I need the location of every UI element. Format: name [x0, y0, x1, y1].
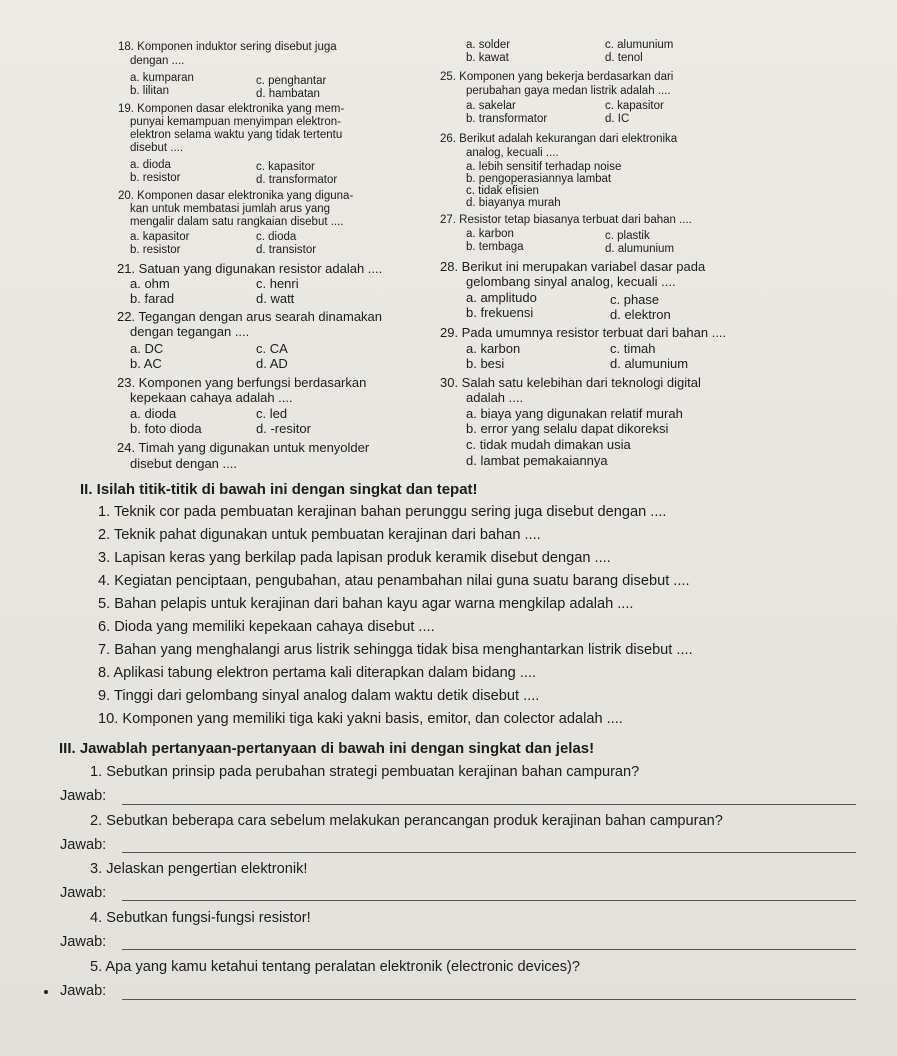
- answer-label: Jawab:: [60, 837, 107, 853]
- option-c: c. tidak efisien: [466, 185, 539, 197]
- question-text: disebut dengan ....: [130, 456, 237, 471]
- option-b: b. kawat: [466, 52, 509, 64]
- option-d: d. hambatan: [256, 88, 320, 100]
- question-text: analog, kecuali ....: [466, 147, 559, 159]
- option-b: b. lilitan: [130, 85, 169, 97]
- option-d: d. alumunium: [605, 243, 675, 255]
- essay-question: 4. Sebutkan fungsi-fungsi resistor!: [90, 910, 311, 926]
- option-b: b. AC: [130, 356, 162, 371]
- option-a: a. amplitudo: [466, 290, 537, 305]
- fill-item: 2. Teknik pahat digunakan untuk pembuatan kerajinan dari bahan ....: [98, 527, 541, 543]
- answer-line[interactable]: [122, 804, 856, 805]
- fill-item: 3. Lapisan keras yang berkilap pada lapisan produk keramik disebut dengan ....: [98, 550, 611, 566]
- option-b: b. farad: [130, 291, 175, 306]
- option-c: c. kapasitor: [256, 161, 315, 173]
- section-heading: II. Isilah titik-titik di bawah ini dengan singkat dan tepat!: [80, 481, 478, 498]
- option-d: d. transistor: [256, 244, 317, 256]
- option-b: b. foto dioda: [130, 421, 202, 436]
- option-b: b. resistor: [130, 172, 181, 184]
- option-a: a. kapasitor: [130, 231, 190, 243]
- option-d: d. transformator: [256, 174, 338, 186]
- answer-line[interactable]: [122, 949, 856, 950]
- option-c: c. phase: [610, 292, 660, 307]
- question-text: 27. Resistor tetap biasanya terbuat dari bahan ....: [440, 214, 692, 226]
- option-d: d. AD: [256, 356, 288, 371]
- option-c: c. plastik: [605, 230, 650, 242]
- essay-question: 1. Sebutkan prinsip pada perubahan strategi pembuatan kerajinan bahan campuran?: [90, 764, 640, 780]
- option-a: a. dioda: [130, 406, 177, 421]
- option-a: a. ohm: [130, 276, 170, 291]
- option-b: b. resistor: [130, 244, 181, 256]
- answer-label: Jawab:: [60, 934, 107, 950]
- option-c: c. dioda: [256, 231, 297, 243]
- option-a: a. karbon: [466, 341, 521, 356]
- question-text: 28. Berikut ini merupakan variabel dasar pada: [440, 259, 706, 274]
- answer-label: Jawab:: [60, 788, 107, 804]
- option-b: b. error yang selalu dapat dikoreksi: [466, 421, 669, 436]
- option-a: a. biaya yang digunakan relatif murah: [466, 406, 683, 421]
- fill-item: 6. Dioda yang memiliki kepekaan cahaya disebut ....: [98, 619, 435, 635]
- question-text: 26. Berikut adalah kekurangan dari elektronika: [440, 133, 678, 145]
- question-text: 22. Tegangan dengan arus searah dinamakan: [117, 309, 383, 324]
- option-b: b. besi: [466, 356, 505, 371]
- section-heading: III. Jawablah pertanyaan-pertanyaan di bawah ini dengan singkat dan jelas!: [59, 740, 595, 757]
- essay-question: 2. Sebutkan beberapa cara sebelum melakukan perancangan produk kerajinan bahan campuran?: [90, 813, 723, 829]
- question-text: mengalir dalam satu rangkaian disebut ....: [130, 216, 344, 228]
- option-d: d. lambat pemakaiannya: [466, 453, 608, 468]
- option-d: d. alumunium: [610, 356, 689, 371]
- option-b: b. frekuensi: [466, 305, 534, 320]
- answer-line[interactable]: [122, 999, 856, 1000]
- essay-question: 3. Jelaskan pengertian elektronik!: [90, 861, 308, 877]
- bullet-dot: [44, 990, 48, 994]
- question-text: 21. Satuan yang digunakan resistor adalah ....: [117, 261, 383, 276]
- option-c: c. CA: [256, 341, 288, 356]
- question-text: punyai kemampuan menyimpan elektron-: [130, 116, 341, 128]
- question-text: 18. Komponen induktor sering disebut juga: [118, 41, 337, 53]
- fill-item: 4. Kegiatan penciptaan, pengubahan, atau penambahan nilai guna suatu barang disebut ....: [98, 573, 690, 589]
- option-c: c. penghantar: [256, 75, 327, 87]
- question-text: 19. Komponen dasar elektronika yang mem-: [118, 103, 345, 115]
- fill-item: 1. Teknik cor pada pembuatan kerajinan bahan perunggu sering juga disebut dengan ....: [98, 504, 667, 520]
- question-text: 25. Komponen yang bekerja berdasarkan dari: [440, 71, 674, 83]
- option-d: d. biayanya murah: [466, 197, 561, 209]
- option-d: d. watt: [256, 291, 295, 306]
- question-text: kepekaan cahaya adalah ....: [130, 390, 293, 405]
- option-c: c. tidak mudah dimakan usia: [466, 437, 631, 452]
- option-a: a. kumparan: [130, 72, 194, 84]
- essay-question: 5. Apa yang kamu ketahui tentang peralatan elektronik (electronic devices)?: [90, 959, 580, 975]
- question-text: 24. Timah yang digunakan untuk menyolder: [117, 440, 370, 455]
- option-a: a. solder: [466, 39, 511, 51]
- question-text: perubahan gaya medan listrik adalah ....: [466, 85, 671, 97]
- option-a: a. karbon: [466, 228, 514, 240]
- question-text: 29. Pada umumnya resistor terbuat dari bahan ....: [440, 325, 727, 340]
- question-text: dengan ....: [130, 55, 185, 67]
- option-c: c. alumunium: [605, 39, 674, 51]
- option-b: b. transformator: [466, 113, 548, 125]
- question-text: elektron selama waktu yang tidak tertentu: [130, 129, 343, 141]
- option-a: a. lebih sensitif terhadap noise: [466, 161, 622, 173]
- fill-item: 10. Komponen yang memiliki tiga kaki yakni basis, emitor, dan colector adalah ....: [98, 711, 623, 727]
- answer-line[interactable]: [122, 900, 856, 901]
- option-b: b. pengoperasiannya lambat: [466, 173, 612, 185]
- answer-label: Jawab:: [60, 983, 107, 999]
- option-a: a. DC: [130, 341, 164, 356]
- option-d: d. elektron: [610, 307, 671, 322]
- question-text: disebut ....: [130, 142, 184, 154]
- option-c: c. henri: [256, 276, 299, 291]
- option-d: d. tenol: [605, 52, 643, 64]
- fill-item: 9. Tinggi dari gelombang sinyal analog dalam waktu detik disebut ....: [98, 688, 540, 704]
- fill-item: 5. Bahan pelapis untuk kerajinan dari bahan kayu agar warna mengkilap adalah ....: [98, 596, 634, 612]
- option-b: b. tembaga: [466, 241, 524, 253]
- option-a: a. dioda: [130, 159, 171, 171]
- question-text: gelombang sinyal analog, kecuali ....: [466, 274, 676, 289]
- question-text: kan untuk membatasi jumlah arus yang: [130, 203, 331, 215]
- question-text: dengan tegangan ....: [130, 324, 250, 339]
- fill-item: 7. Bahan yang menghalangi arus listrik sehingga tidak bisa menghantarkan listrik disebut ....: [98, 642, 693, 658]
- option-c: c. timah: [610, 341, 656, 356]
- question-text: 20. Komponen dasar elektronika yang diguna-: [118, 190, 354, 202]
- option-a: a. sakelar: [466, 100, 516, 112]
- option-d: d. -resitor: [256, 421, 311, 436]
- question-text: adalah ....: [466, 390, 524, 405]
- question-text: 23. Komponen yang berfungsi berdasarkan: [117, 375, 367, 390]
- option-c: c. kapasitor: [605, 100, 664, 112]
- option-d: d. IC: [605, 113, 630, 125]
- question-text: 30. Salah satu kelebihan dari teknologi digital: [440, 375, 701, 390]
- fill-item: 8. Aplikasi tabung elektron pertama kali diterapkan dalam bidang ....: [98, 665, 537, 681]
- answer-label: Jawab:: [60, 885, 107, 901]
- option-c: c. led: [256, 406, 288, 421]
- answer-line[interactable]: [122, 852, 856, 853]
